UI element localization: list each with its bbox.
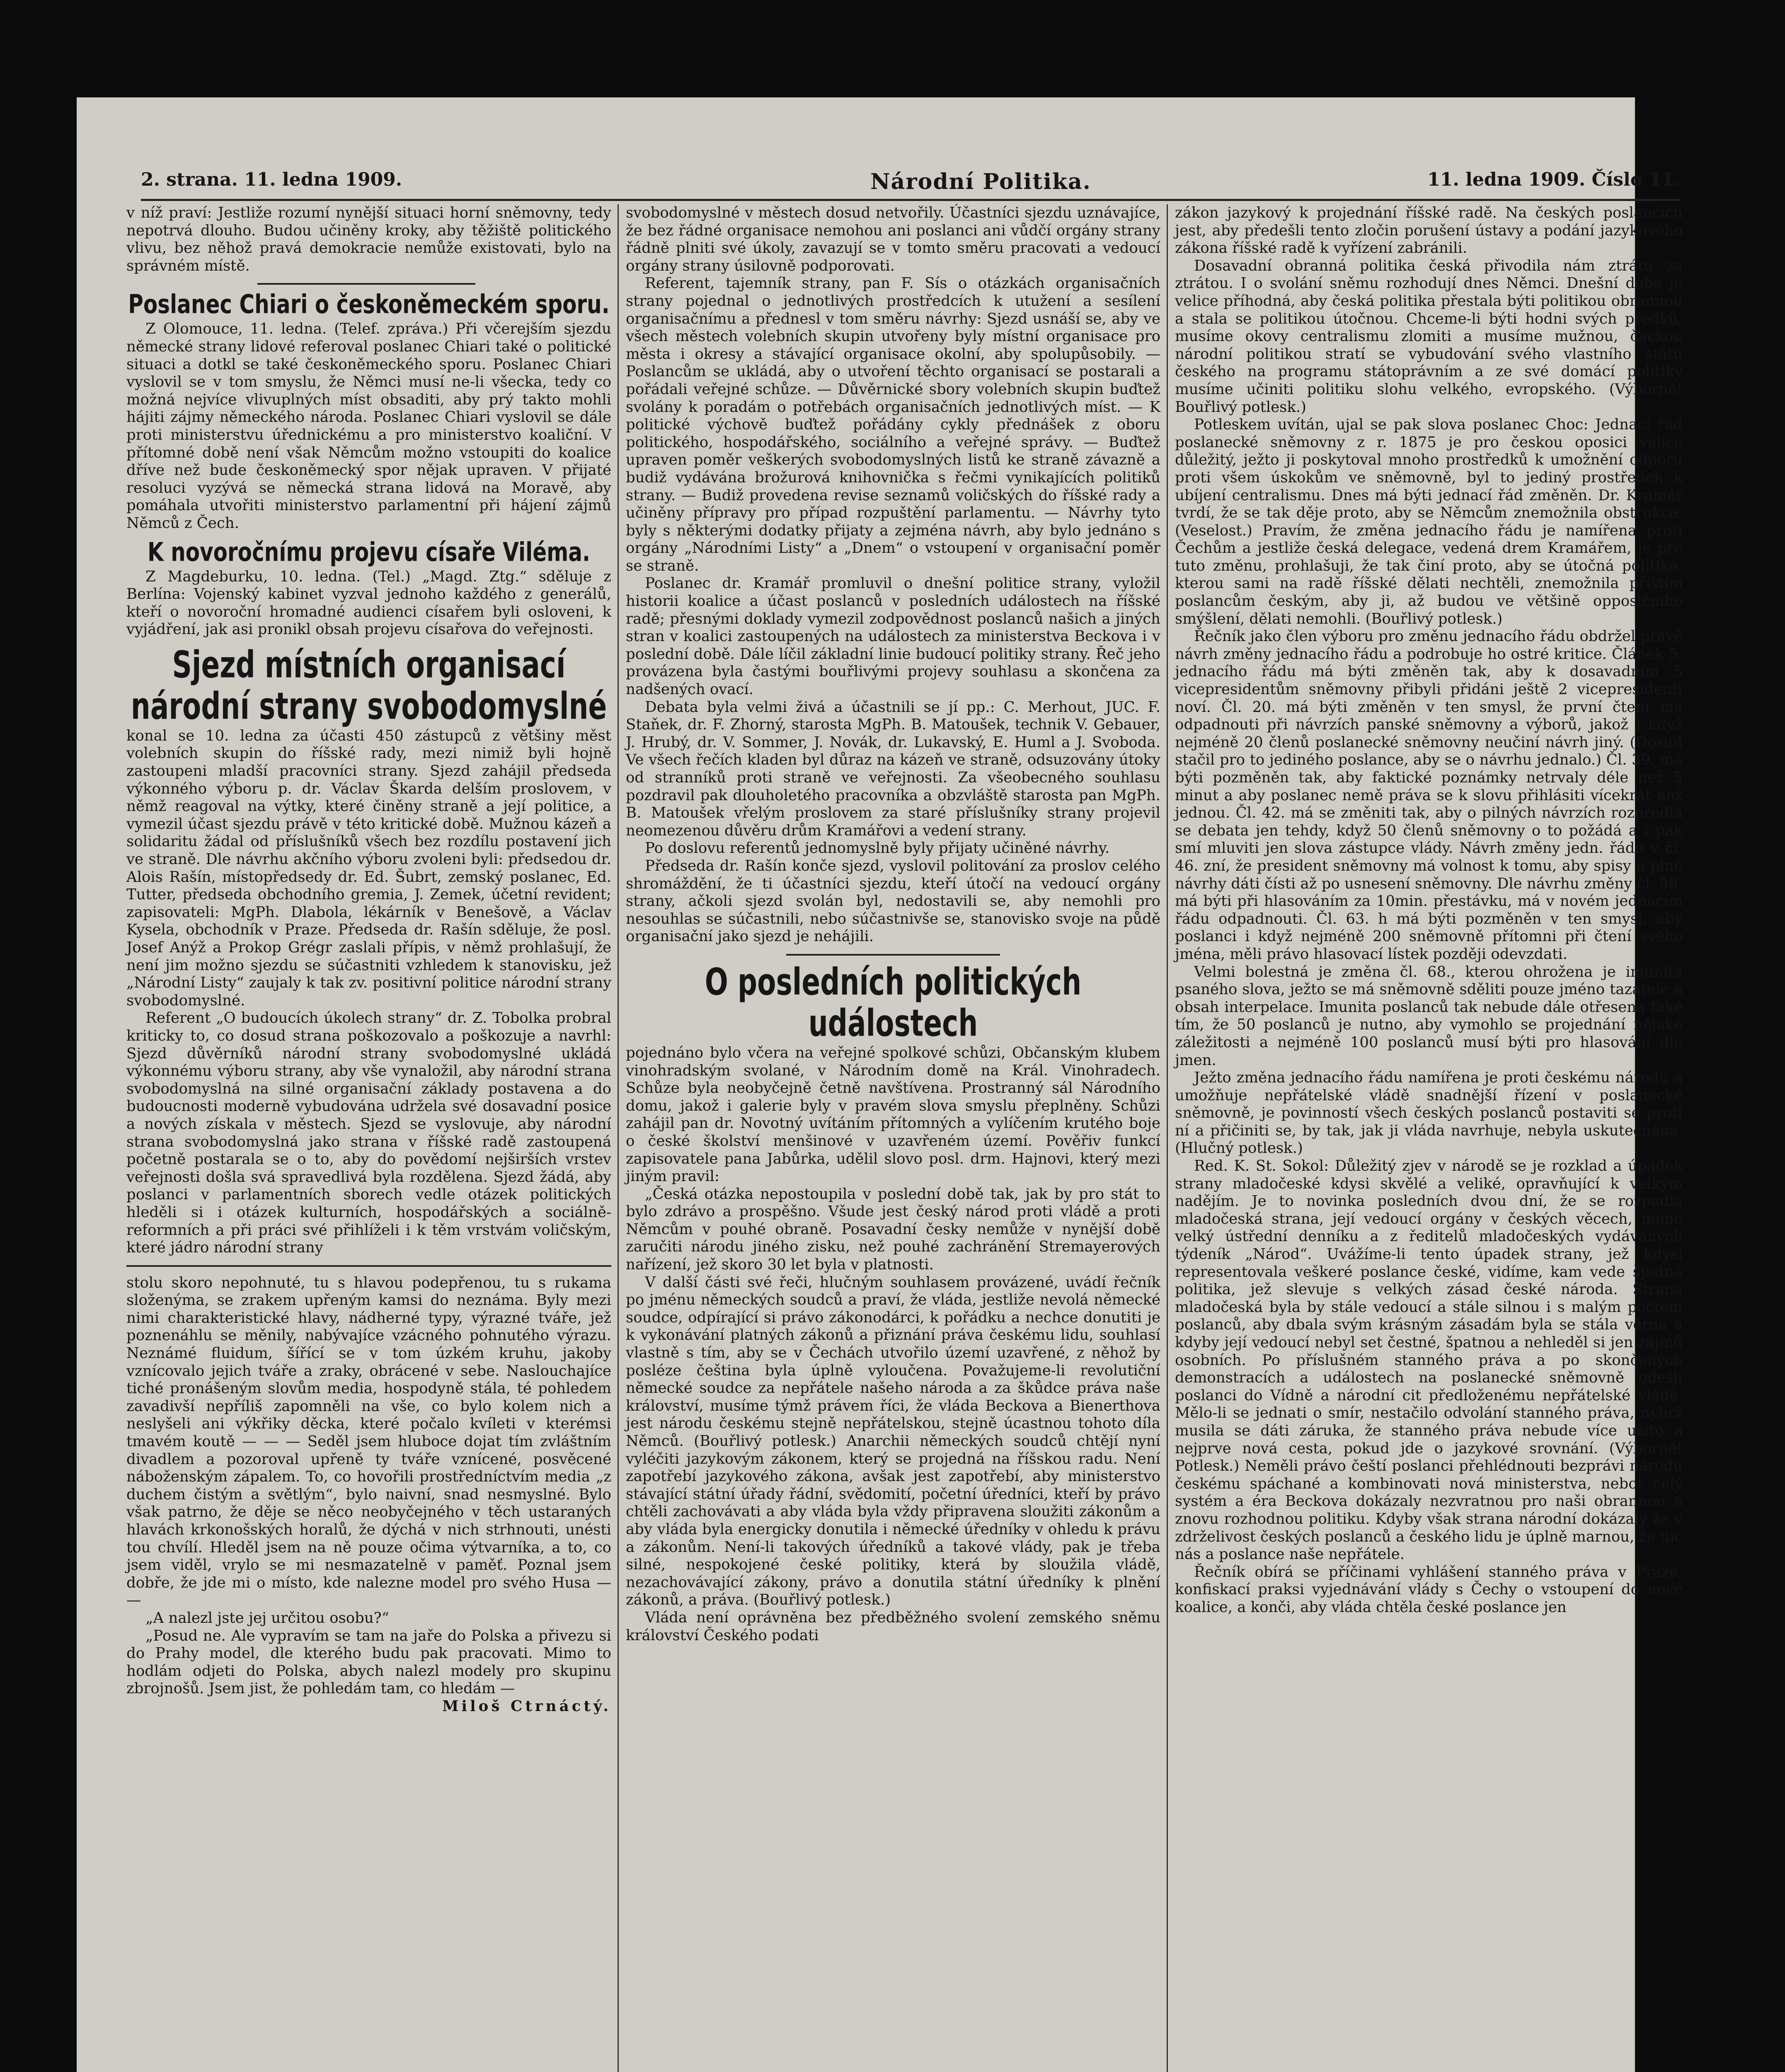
- headline-udalosti: O posledních politických událostech: [705, 960, 1082, 1045]
- headline-chiari: Poslanec Chiari o českoněmeckém sporu.: [128, 289, 610, 320]
- feuilleton-answer: „Posud ne. Ale vypravím se tam na jaře do Polska a přivezu si do Prahy model, dle kterého budu pak pracovati. Mimo to hodlám odjeti do Polska, abych nalezl modely pro skupinu zbrojnošů. Jsem jist, že pohledám tam, co hledám —: [126, 1627, 611, 1697]
- column-divider-1: [618, 204, 619, 2072]
- column-divider-2: [1167, 204, 1168, 2072]
- article-vilem: Z Magdeburku, 10. ledna. (Tel.) „Magd. Ztg.“ sděluje z Berlína: Vojenský kabinet vyzval jednoho každého z generálů, kteří o novoroční hromadné audienci císařem byli osloveni, k vyjádření, jak asi pronikl obsah projevu císařova do veřejnosti.: [126, 568, 611, 638]
- header-issue: 11. ledna 1909. Číslo 11.: [1427, 169, 1681, 190]
- article-sjezd-8: Předseda dr. Rašín konče sjezd, vyslovil politování za proslov celého shromáždění, že ti účastníci sjezdu, kteří útočí na vedoucí orgány strany, ačkoli sjezd svolán byl, nedostavili se, aby nemohli pro nesouhlas se súčastnili, nebo súčastnivše se, stanovisko svoje na půdě organisační jako sjezd je nehájili.: [626, 857, 1160, 945]
- column-1: [126, 204, 611, 2072]
- article-sjezd-1: konal se 10. ledna za účasti 450 zástupců z většiny měst volebních skupin do říšské rady, mezi nimiž byli hojně zastoupeni mladší pracovníci strany. Sjezd zahájil předseda výkonného výboru p. dr. Václav Škarda delším proslovem, v němž reagoval na výtky, které činěny straně a její politice, a vymezil účast sjezdu právě v této kritické době. Mužnou kázeň a solidaritu žádal od příslušníků všech bez rozdílu postavení jich ve straně. Dle návrhu akčního výboru zvoleni byli: předsedou dr. Alois Rašín, místopředsedy dr. Ed. Šubrt, zemský poslanec, Ed. Tutter, předseda obchodního gremia, J. Zemek, účetní revident; zapisovateli: MgPh. Dlabola, lékárník v Benešově, a Václav Kysela, obchodník v Praze. Předseda dr. Rašín sděluje, že posl. Josef Anýž a Prokop Grégr zaslali přípis, v němž prohlašují, že není jim možno sjezdu se súčastniti vzhledem k stanovisku, jež „Národní Listy“ zaujaly k tak zv. positivní politice národní strany svobodomyslné.: [126, 727, 611, 1009]
- article-sjezd-5: Poslanec dr. Kramář promluvil o dnešní politice strany, vyložil historii koalice a účast poslanců v posledních událostech na říšské radě; přesnými doklady vymezil zodpovědnost poslanců našich a jiných stran v koalici zastoupených na událostech za ministerstva Beckova i v poslední době. Dále líčil základní linie budoucí politiky strany. Řeč jeho provázena byla častými bouřlivými projevy souhlasu a skončena za nadšených ovací.: [626, 575, 1160, 698]
- article-udalosti-11: Red. K. St. Sokol: Důležitý zjev v národě se je rozklad a úpadek strany mladočeské kdysi skvělé a veliké, opravňující k velkým nadějím. Je to novinka posledních dvou dní, že se rozpadla mladočeská strana, její vedoucí orgány v českých věcech, mimo velký ústřední denníku a z ředitelů mladočeských vydávaných týdeník „Národ“. Uvážíme-li tento úpadek strany, jež kdysi representovala veškeré poslance české, vidíme, kam vede špatná politika, jež slevuje s velkých zásad české národa. Strana mladočeská byla by stále vedoucí a stále silnou i s malým počtem poslanců, aby dbala svým krásným zásadám byla se stála věrna a kdyby její vedoucí nebyl set čestné, špatnou a nehleděl si jen zájmů osobních. Po příslušném stanného práva a po skončených demonstracích a událostech na poslanecké sněmovně odešli poslanci do Vídně a národní cit předloženému nepřátelské vládě. Mělo-li se jednati o smír, nestačilo odvolání stanného práva, nýbrž musila se dáti záruka, že stanného práva nebude více užito a nejprve nová cesta, pokud jde o jazykové srovnání. (Výborně! Potlesk.) Neměli právo čeští poslanci přehlédnouti bezprávi národu českému spáchané a kombinovati nová ministerstva, neboť celý systém a éra Beckova dokázaly nezvratnou pro naši obrannou a znovu rozhodnou politiku. Kdyby však strana národní dokázaly že v zdrželivost českých poslanců a českého lidu je úplně marnou, že nic nás a poslance naše nepřátele.: [1175, 1157, 1683, 1563]
- article-sjezd-3: svobodomyslné v městech dosud netvořily. Účastníci sjezdu uznávajíce, že bez řádné organisace nemohou ani poslanci ani vůdčí orgány strany řádně plniti své úkoly, zavazují se v tomto směru pracovati a vedoucí orgány strany úsilovně podporovati.: [626, 204, 1160, 274]
- article-udalosti-7: Potleskem uvítán, ujal se pak slova poslanec Choc: Jednací řád poslanecké sněmovny z r. 1875 je pro českou oposici velice důležitý, ježto ji poskytoval mnoho prostředků k umožnění odporu proti všem úskokům ve sněmovně, byl to jediný prostředek k ubíjení centralismu. Dnes má býti jednací řád změněn. Dr. Kramář tvrdí, že se tak děje proto, aby se Němcům znemožnila obstrukce. (Veselost.) Pravím, že změna jednacího řádu je namířena proti Čechům a jestliže česká delegace, vedená drem Kramářem, je pro tuto změnu, prohlašuji, že tak činí proto, aby se útočná politika, kterou sami na radě říšské dělati nechtěli, znemožnila příštím poslancům českým, aby ji, až budou ve většině opposičního smýšlení, dělati nemohli. (Bouřlivý potlesk.): [1175, 416, 1683, 627]
- article-udalosti-8: Řečník jako člen výboru pro změnu jednacího řádu obdržel právě návrh změny jednacího řádu a podrobuje ho ostré kritice. Článek 5. jednacího řádu má býti změněn tak, aby k dosavadním 5 vicepresidentům sněmovny přibyli přidáni ještě 2 vicepresidenti noví. Čl. 20. má býti změněn v ten smysl, že první čtení má odpadnouti při návrzích panské sněmovny a výborů, jakož i když nejméně 20 členů poslanecké sněmovny neučiní návrh jiný. (Dosud stačil pro to jediného poslance, aby se o návrhu jednalo.) Čl. 39. má býti pozměněn tak, aby faktické poznámky netrvaly déle než 5 minut a aby poslanec nemě práva se k slovu přihlásiti vícekrát než jednou. Čl. 42. má se změniti tak, aby o pilných návrzích rozpředla se debata jen tehdy, když 50 členů sněmovny o to požádá a i pak smí mluviti jen slova zástupce vlády. Návrh změny jedn. řádu v čl. 46. zní, že president sněmovny má volnost k tomu, aby spisy a plné návrhy dáti čísti až po usnesení sněmovny. Dle návrhu změny čl. 58. má býti při hlasováním za 10min. přestávku, má v novém jednacím řádu odpadnouti. Čl. 63. h má býti pozměněn v ten smysl, aby poslanci i když nejméně 200 sněmovně přítomni při čtení svého jména, měli právo hlasovací lístek později odevzdati.: [1175, 628, 1683, 963]
- article-sjezd-6: Debata byla velmi živá a účastnili se jí pp.: C. Merhout, JUC. F. Staňek, dr. F. Zhorný, starosta MgPh. B. Matoušek, technik V. Gebauer, J. Hrubý, dr. V. Sommer, J. Novák, dr. Lukavský, E. Huml a J. Svoboda. Ve všech řečích kladen byl důraz na kázeň ve straně, odsuzovány útoky od stranníků proti straně ve veřejnosti. Za všeobecného souhlasu pozdravil pak dlouholetého pracovníka a obzvláště starosta pan MgPh. B. Matoušek vřelým proslovem za staré příslušníky strany projevil neomezenou důvěru drům Kramářovi a vedení strany.: [626, 698, 1160, 839]
- article-continuation: v níž praví: Jestliže rozumí nynější situaci horní sněmovny, tedy nepotrvá dlouho. Budou učiněny kroky, aby těžiště politického vlivu, bez něhož pravá demokracie nemůže existovati, bylo na správném místě.: [126, 204, 611, 274]
- article-udalosti-12: Řečník obírá se příčinami vyhlášení stanného práva v Praze, konfiskací praksi vyjednávání vlády s Čechy o vstoupení do nové koalice, a konči, aby vláda chtěla české poslance jen: [1175, 1563, 1683, 1616]
- article-udalosti-9: Velmi bolestná je změna čl. 68., kterou ohrožena je imunita psaného slova, ježto se má sněmovně sděliti pouze jméno tazatele a obsah interpelace. Imunita poslanců tak nebude dále otřesena také tím, že 50 poslanců je nutno, aby vymohlo se projednání nějaké záležitosti a nejméně 100 poslanců musí býti pro hlasování dle jmen.: [1175, 963, 1683, 1069]
- article-udalosti-10: Ježto změna jednacího řádu namířena je proti českému národu a umožňuje nepřátelské vládě snadnější řízení v poslanecké sněmovně, je povinností všech českých poslanců postaviti se proti ní a přičiniti se, by tak, jak ji vláda navrhuje, nebyla uskutečněna. (Hlučný potlesk.): [1175, 1069, 1683, 1157]
- article-udalosti-1: pojednáno bylo včera na veřejné spolkové schůzi, Občanským klubem vinohradským svolané, v Národním domě na Král. Vinohradech. Schůze byla neobyčejně četně navštívena. Prostranný sál Národního domu, jakož i galerie byly v pravém slova smyslu přeplněny. Schůzi zahájil pan dr. Novotný uvítáním přítomných a vylíčením krutého boje o české školství menšinové v uzavřeném území. Pověřiv funkcí zapisovatele pana Jabůrka, udělil slovo posl. drm. Hajnovi, který mezi jiným pravil:: [626, 1044, 1160, 1185]
- article-chiari: Z Olomouce, 11. ledna. (Telef. zpráva.) Při včerejším sjezdu německé strany lidové referoval poslanec Chiari také o politické situaci a dotkl se také českoněmeckého sporu. Poslanec Chiari vyslovil se v tom smyslu, že Němci musí ne-li všecka, tedy co možná nejvíce vlivuplných míst obsaditi, aby prý takto mohli hájiti zájmy německého národa. Poslanec Chiari vyslovil se dále proti ministerstvu úřednickému a pro ministerstvo koaliční. V přítomné době není však Němcům možno vstoupiti do koalice dříve než bude českoněmecký spor nějak upraven. V přijaté resoluci vyzývá se německá strana lidová na Moravě, aby pomáhala utvořiti ministerstvo parlamentní při hájení zájmů Němců z Čech.: [126, 320, 611, 532]
- feuilleton-text: stolu skoro nepohnuté, tu s hlavou podepřenou, tu s rukama složenýma, se zrakem upřeným kamsi do neznáma. Byly mezi nimi charakteristické hlavy, nádherné typy, výrazné tváře, jež poznenáhlu se měnily, nabývajíce vzácného pohnutého výrazu. Neznámé fluidum, šířící se v tom úzkém kruhu, jakoby vznícovalo jejich tváře a zraky, obrácené v sebe. Naslouchajíce tiché pronášeným slovům media, hospodyně stála, té pohledem zavadivší nepříliš zapomněli na vše, co bylo kolem nich a neslyšeli ani výkřiky děcka, které počalo kvíleti v kterémsi tmavém koutě — — — Seděl jsem hluboce dojat tím zvláštním divadlem a pozoroval upřeně ty tváře vznícené, posvěcené náboženským zápalem. To, co hovořili prostředníctvím media „z duchem čistým a světlým“, bylo naivní, snad nesmyslné. Bylo však patrno, že děje se něco neobyčejného v těch ustaraných hlavách krkonošských horalů, že dýchá v nich strhnouti, unésti tou chvílí. Hleděl jsem na ně pouze očima výtvarníka, a to, co jsem viděl, vrylo se mi nesmazatelně v paměť. Poznal jsem dobře, že jde mi o místo, kde nalezne model pro svého Husa — —: [126, 1274, 611, 1609]
- column-2: [626, 204, 1160, 2072]
- article-sjezd-4: Referent, tajemník strany, pan F. Sís o otázkách organisačních strany pojednal o jednotlivých prostředcích k utužení a sesílení organisačnímu a přednesl v tom směru návrhy: Sjezd usnáší se, aby ve všech městech volebních skupin utvořeny byly místní organisace pro města i okresy a stávající organisace okolní, aby spolupůsobily. — Poslancům se ukládá, aby o utvoření těchto organisací se postarali a pořádali veřejné schůze. — Důvěrnické sbory volebních skupin buďtež svolány k poradám o potřebách organisačních jednotlivých míst. — K politické výchově buďtež pořádány cykly přednášek z oboru politického, hospodářského, sociálního a veřejné správy. — Buďtež upraven poměr veškerých svobodomyslných listů ke straně závazně a budiž vydávána brožurová knihovnička s řečmi vynikajících politiků strany. — Budiž provedena revise seznamů voličských do říšské rady a učiněny přípravy pro případ rozpuštění parlamentu. — Návrhy tyto byly s některými dodatky přijaty a zejména návrh, aby bylo jednáno s orgány „Národními Listy“ a „Dnem“ o vstoupení v organisační poměr se straně.: [626, 275, 1160, 574]
- article-udalosti-6: Dosavadní obranná politika česká přivodila nám ztrátu za ztrátou. I o svolání sněmu rozhodují dnes Němci. Dnešní doba je velice příhodná, aby česká politika přestala býti politikou obrannou a stala se politikou útočnou. Chceme-li býti hodni svých předků, musíme okovy centralismu zlomiti a musíme mužnou, čackou národní politikou stratí se vybudování svého vlastního státu českého na programu státoprávním a ze své domácí politiky musíme učiniti politiku slohu velkého, evropského. (Výborně! Bouřlivý potlesk.): [1175, 257, 1683, 416]
- feuilleton-separator: [126, 1265, 611, 1267]
- header-page-date: 2. strana. 11. ledna 1909.: [141, 169, 402, 190]
- headline-vilem: K novoročnímu projevu císaře Viléma.: [147, 537, 591, 567]
- page-header: [141, 166, 1681, 201]
- article-udalosti-4: Vláda není oprávněna bez předběžného svolení zemského sněmu království Českého podati: [626, 1609, 1160, 1644]
- column-3: [1175, 204, 1683, 2072]
- article-udalosti-3: V další části své řeči, hlučným souhlasem provázené, uvádí řečník po jménu německých soudců a praví, že vláda, jestliže nevolá německé soudce, odpírající si právo zákonodárci, k pořádku a nechce donutiti je k vykonávání platných zákonů a přiznání práva českému lidu, souhlasí vlastně s tím, aby se v Čechách utvořilo území uzavřené, z něhož by posléze čeština byla úplně vyloučena. Považujeme-li revolutiční německé soudce za nepřátele našeho národa a za škůdce práva naše království, musíme týmž právem říci, že vláda Beckova a Bienerthova jest národu českému stejně nepřátelskou, stejně úcastnou tohoto díla Němců. (Bouřlivý potlesk.) Anarchii německých soudců chtějí nyní vyléčiti jazykovým zákonem, který se projedná na říšskou radu. Není zapotřebí jazykového zákona, avšak jest zapotřebí, aby ministerstvo stávající státní úřady řádní, svědomití, početní úředníci, kteří by právo chtěli zachovávati a aby vláda byla vždy připravena sloužiti zákonům a aby vláda byla energicky donutila i německé úředníky v ohledu k právu a zákonům. Není-li takových úředníků a takové vlády, pak je třeba silné, nespokojené české politiky, která by sloužila vládě, nezachovávající zákony, právo a donutila státní úředníky k plnění zákonů, a práva. (Bouřlivý potlesk.): [626, 1273, 1160, 1609]
- separator: [786, 954, 1000, 956]
- article-sjezd-7: Po doslovu referentů jednomyslně byly přijaty učiněné návrhy.: [645, 840, 1110, 857]
- article-sjezd-2: Referent „O budoucích úkolech strany“ dr. Z. Tobolka probral kriticky to, co dosud strana poškozovalo a poškozuje a navrhl: Sjezd důvěrníků národní strany svobodomyslné ukládá výkonnému výboru strany, aby vše vynaložil, aby národní strana svobodomyslná na silné organisační základy postavena a do budoucnosti moderně vybudována udržela své dosavadní posice a nových získala v městech. Sjezd se vyslovuje, aby národní strana svobodomyslná jako strana v říšské radě zastoupená početně postarala se o to, aby do povědomí nejširších vrstev veřejnosti došla svá spravedlivá byla rozdělena. Sjezd žádá, aby poslanci v parlamentních sborech vedle otázek politických hleděli si i otázek kulturních, hospodářských a sociálně-reformních a při práci své přihlíželi i k těm vrstvám voličským, které jádro národní strany: [126, 1009, 611, 1256]
- article-udalosti-2: „Česká otázka nepostoupila v poslední době tak, jak by pro stát to bylo zdrávo a prospěšno. Všude jest český národ proti vládě a proti Němcům v pouhé obraně. Posavadní česky nemůže v nynější době zaručiti národu jiného zisku, než pouhé zachránění Stremayerových nařízení, jež skoro 30 let byla v platnosti.: [626, 1185, 1160, 1273]
- headline-sjezd: Sjezd místních organisací národní strany svobodomyslné: [131, 643, 607, 728]
- feuilleton-signature: Miloš Ctrnáctý.: [442, 1697, 611, 1715]
- feuilleton-question: „A nalezl jste jej určitou osobu?“: [145, 1609, 389, 1627]
- newspaper-title: Národní Politika.: [870, 169, 1091, 194]
- article-udalosti-5: zákon jazykový k projednání říšské radě. Na českých poslancích jest, aby předešli tento zločin porušení ústavy a podání jazykového zákona říšské radě k vyřízení zabránili.: [1175, 204, 1683, 257]
- newspaper-page: [77, 97, 1683, 2072]
- separator: [257, 283, 476, 285]
